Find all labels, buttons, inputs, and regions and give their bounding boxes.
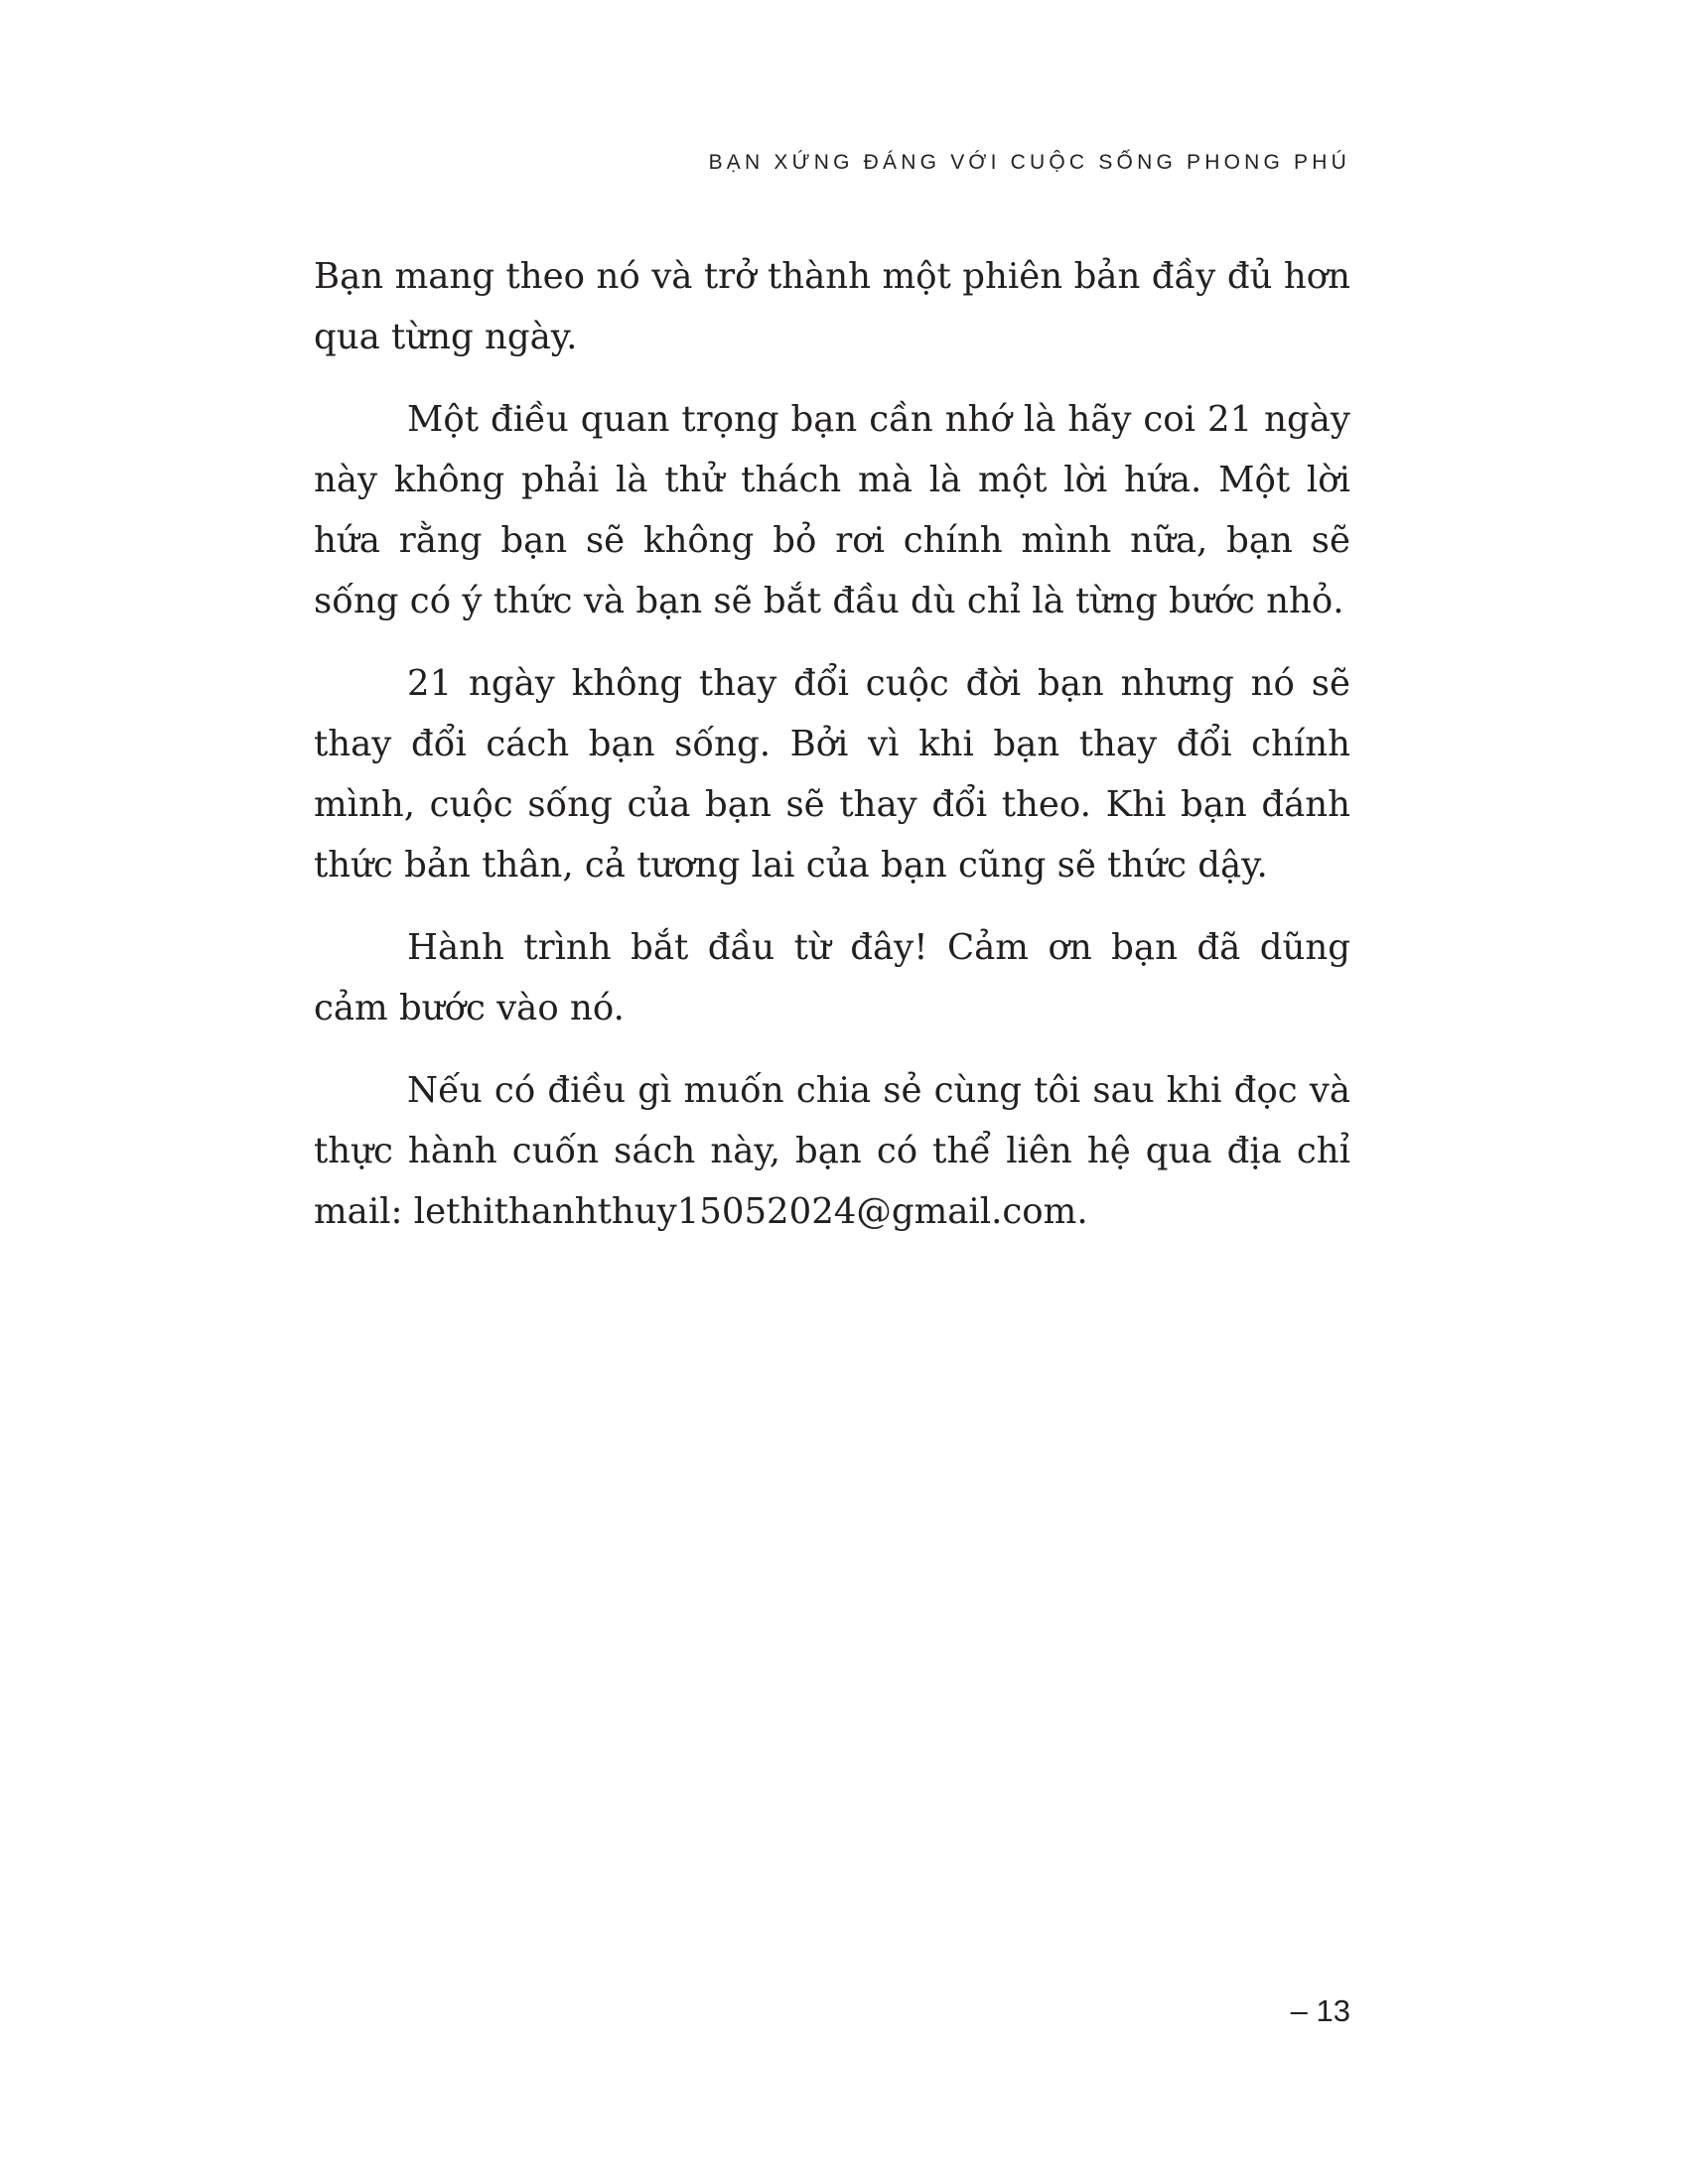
body-text <box>314 246 1350 1264</box>
paragraph-5: Nếu có điều gì muốn chia sẻ cùng tôi sau khi đọc và thực hành cuốn sách này, bạn có thể liên hệ qua địa chỉ mail: lethithanhthuy15052024@gmail.com. <box>314 1070 1350 1232</box>
paragraph-4: Hành trình bắt đầu từ đây! Cảm ơn bạn đã dũng cảm bước vào nó. <box>314 927 1350 1028</box>
running-header: BẠN XỨNG ĐÁNG VỚI CUỘC SỐNG PHONG PHÚ <box>708 151 1350 174</box>
paragraph-2: Một điều quan trọng bạn cần nhớ là hãy coi 21 ngày này không phải là thử thách mà là một lời hứa. Một lời hứa rằng bạn sẽ không bỏ rơi chính mình nữa, bạn sẽ sống có ý thức và bạn sẽ bắt đầu dù chỉ là từng bước nhỏ. <box>314 399 1350 621</box>
page-number: – 13 <box>1290 1993 1350 2028</box>
paragraph-3: 21 ngày không thay đổi cuộc đời bạn nhưng nó sẽ thay đổi cách bạn sống. Bởi vì khi bạn thay đổi chính mình, cuộc sống của bạn sẽ thay đổi theo. Khi bạn đánh thức bản thân, cả tương lai của bạn cũng sẽ thức dậy. <box>314 663 1350 886</box>
paragraph-1: Bạn mang theo nó và trở thành một phiên bản đầy đủ hơn qua từng ngày. <box>314 256 1350 357</box>
